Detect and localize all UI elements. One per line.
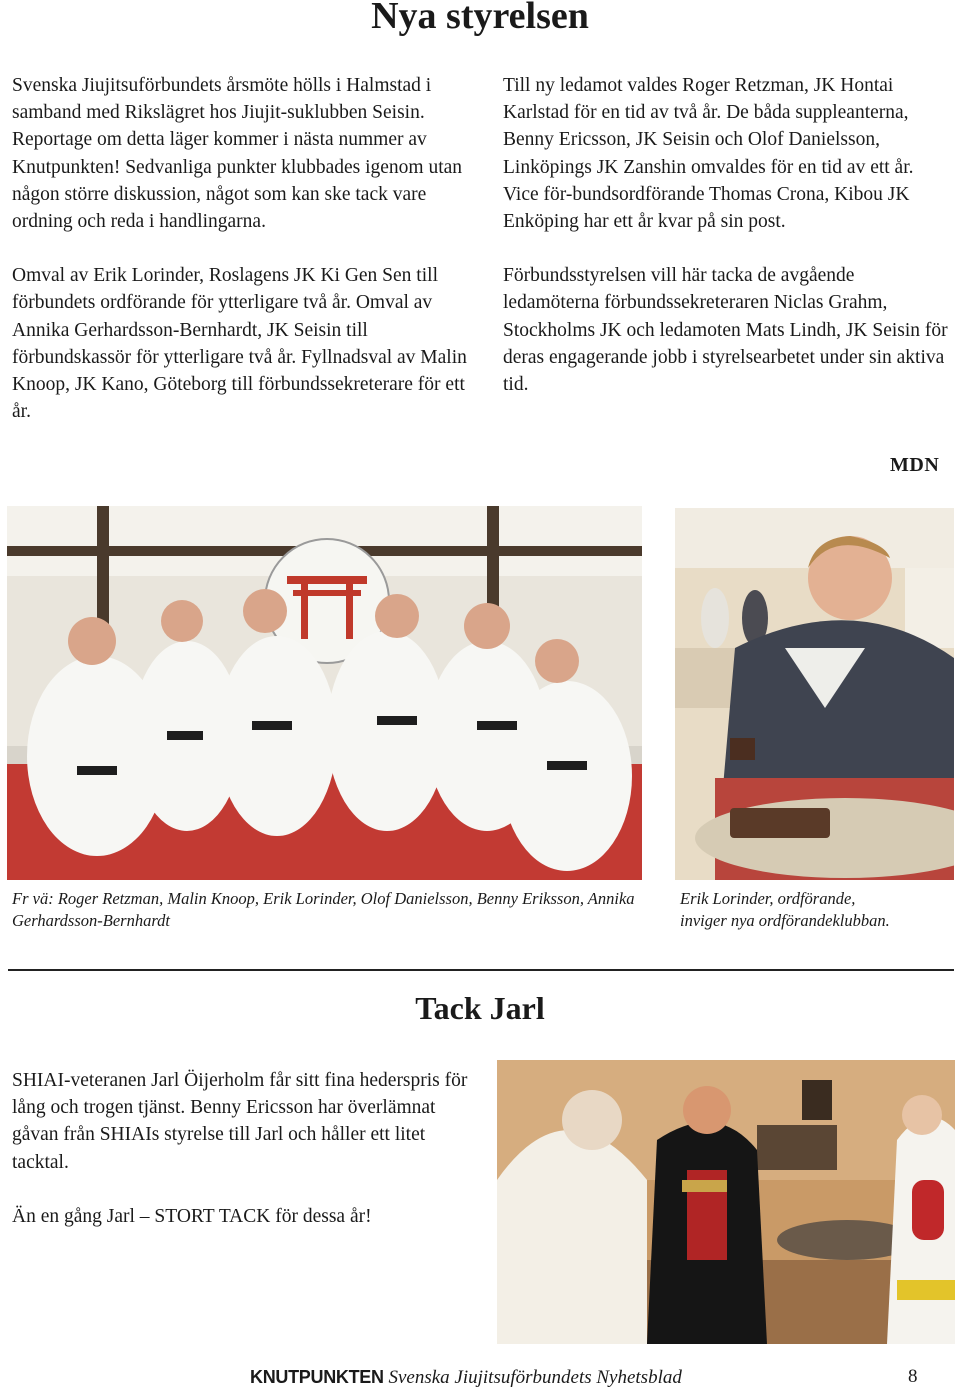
chairman-photo-caption-line2: inviger nya ordförandeklubban. [680, 911, 890, 930]
paragraph-thanks: Förbundsstyrelsen vill här tacka de avgående ledamöterna förbundssekreteraren Niclas Grahm, Stockholms JK och ledamoten Mats Lindh, JK Seisin för deras engagerande jobb i styrelsearbetet under sin aktiva tid. [503, 265, 948, 396]
footer-subtitle: Svenska Jiujitsuförbundets Nyhetsblad [388, 1367, 682, 1388]
group-photo-caption: Fr vä: Roger Retzman, Malin Knoop, Erik Lorinder, Olof Danielsson, Benny Eriksson, Annika Gerhardsson-Bernhardt [12, 889, 635, 930]
award-photo [497, 1060, 955, 1344]
author-signature: MDN [890, 454, 940, 476]
paragraph-annual-meeting: Svenska Jiujitsuförbundets årsmöte hölls i Halmstad i samband med Rikslägret hos Jiujit-suklubben Seisin. Reportage om detta läger kommer i nästa nummer av Knutpunkten! Sedvanliga punkter klubbades igenom utan någon större diskussion, något som kan ske tack vare ordning och reda i handlingarna. [12, 75, 463, 233]
footer [250, 1364, 682, 1391]
group-photo [7, 506, 642, 880]
footer-brand: KNUTPUNKTEN [250, 1367, 384, 1387]
left-column [12, 72, 470, 425]
paragraph-new-members: Till ny ledamot valdes Roger Retzman, JK Hontai Karlstad för en tid av två år. De båda suppleanterna, Benny Ericsson, JK Seisin och Olof Danielsson, Linköpings JK Zanshin omvaldes för en tid av ett år. Vice för-bundsordförande Thomas Crona, Kibou JK Enköping har ett år kvar på sin post. [503, 75, 914, 233]
paragraph-thank-you: Än en gång Jarl – STORT TACK för dessa år! [12, 1205, 372, 1227]
right-column [503, 72, 951, 398]
paragraph-elections: Omval av Erik Lorinder, Roslagens JK Ki Gen Sen till förbundets ordförande för ytterligare två år. Omval av Annika Gerhardsson-Bernhardt, JK Seisin till förbundskassör för ytterligare två år. Fyllnadsval av Malin Knoop, JK Kano, Göteborg till förbundssekreterare för ett år. [12, 265, 467, 423]
paragraph-award: SHIAI-veteranen Jarl Öijerholm får sitt fina hederspris för lång och trogen tjänst. Benny Ericsson har överlämnat gåvan från SHIAIs styrelse till Jarl och håller ett litet tacktal. [12, 1070, 468, 1173]
thanks-column [12, 1067, 472, 1230]
section-title: Tack Jarl [415, 990, 545, 1026]
page-number: 8 [908, 1366, 918, 1387]
section-divider [8, 969, 954, 971]
chairman-photo [675, 508, 954, 880]
page-title: Nya styrelsen [371, 0, 589, 37]
chairman-photo-caption-line1: Erik Lorinder, ordförande, [680, 889, 856, 908]
